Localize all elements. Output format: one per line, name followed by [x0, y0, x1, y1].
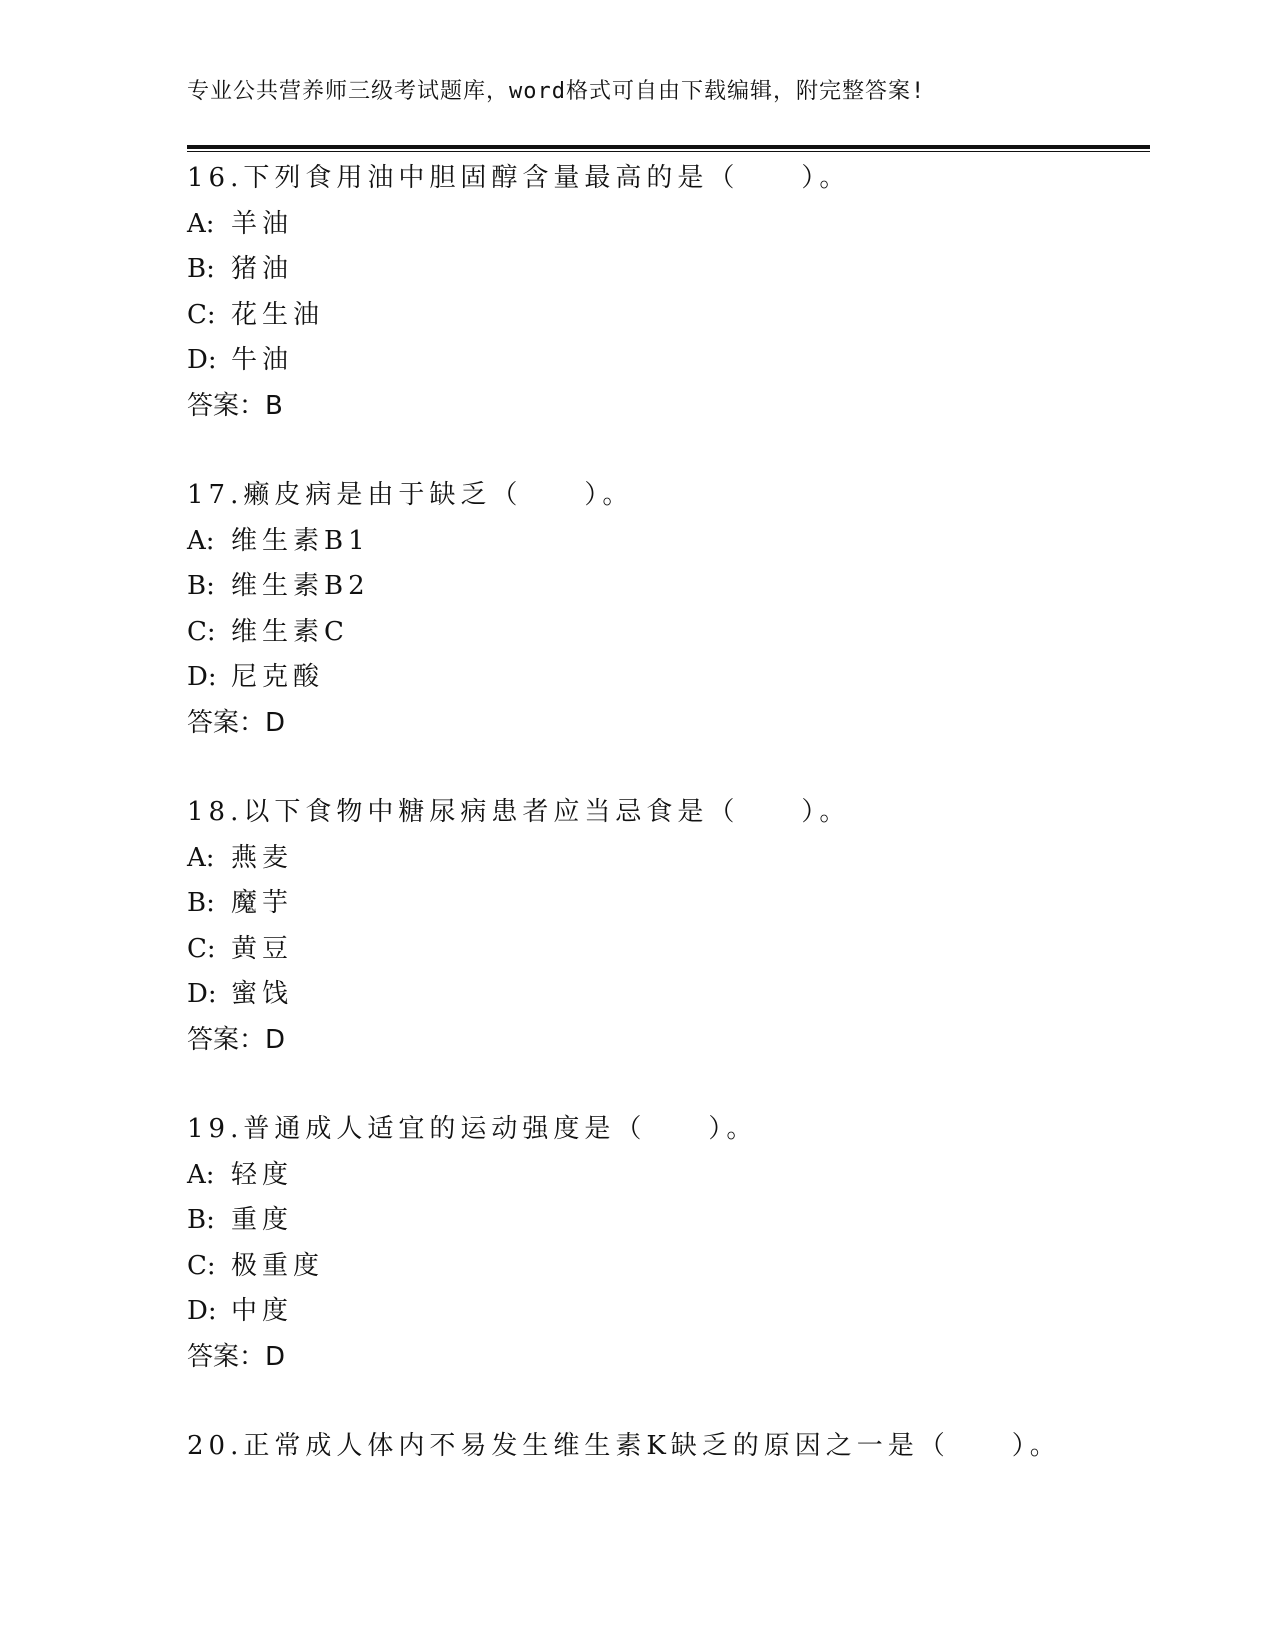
option-text: 重度 — [231, 1205, 294, 1235]
option-letter: D: — [187, 662, 217, 692]
option-d — [187, 655, 1187, 701]
question-19 — [187, 1107, 1187, 1380]
option-letter: B: — [187, 888, 215, 918]
option-text: 尼克酸 — [231, 662, 325, 692]
option-d — [187, 972, 1187, 1018]
option-letter: C: — [187, 299, 216, 330]
option-b — [187, 881, 1187, 927]
option-text: 维生素C — [231, 616, 349, 647]
answer: 答案：D — [187, 1024, 286, 1055]
option-a — [187, 836, 1187, 882]
option-a — [187, 1153, 1187, 1199]
option-letter: D: — [187, 979, 217, 1009]
question-stem: 20.正常成人体内不易发生维生素K缺乏的原因之一是（ ）。 — [187, 1431, 1061, 1461]
option-text: 燕麦 — [231, 842, 294, 873]
option-c — [187, 1244, 1187, 1290]
option-a — [187, 202, 1187, 248]
option-letter: C: — [187, 1250, 216, 1281]
option-d — [187, 1289, 1187, 1335]
option-letter: B: — [187, 571, 215, 601]
question-stem: 19.普通成人适宜的运动强度是（ ）。 — [187, 1114, 758, 1144]
option-letter: A: — [187, 842, 215, 873]
option-letter: C: — [187, 616, 216, 647]
option-text: 蜜饯 — [231, 979, 294, 1009]
question-20 — [187, 1424, 1187, 1470]
option-letter: A: — [187, 525, 215, 556]
option-d — [187, 338, 1187, 384]
option-b — [187, 247, 1187, 293]
option-b — [187, 564, 1187, 610]
option-c — [187, 610, 1187, 656]
option-text: 魔芋 — [231, 888, 294, 918]
option-letter: A: — [187, 208, 215, 239]
option-text: 维生素B2 — [231, 571, 370, 601]
answer: 答案：D — [187, 1341, 286, 1372]
header-rule-thin — [187, 151, 1150, 152]
option-text: 羊油 — [231, 208, 294, 239]
question-stem: 18.以下食物中糖尿病患者应当忌食是（ ）。 — [187, 797, 851, 827]
option-text: 花生油 — [231, 299, 325, 330]
option-text: 中度 — [231, 1296, 294, 1326]
option-a — [187, 519, 1187, 565]
header-rule-thick — [187, 145, 1150, 149]
option-text: 黄豆 — [231, 933, 294, 964]
option-letter: C: — [187, 933, 216, 964]
option-b — [187, 1198, 1187, 1244]
question-stem: 17.癞皮病是由于缺乏（ ）。 — [187, 480, 634, 510]
answer: 答案：D — [187, 707, 286, 738]
option-text: 极重度 — [231, 1250, 325, 1281]
option-text: 猪油 — [231, 254, 294, 284]
answer: 答案：B — [187, 390, 283, 421]
option-c — [187, 293, 1187, 339]
question-16 — [187, 156, 1187, 429]
option-text: 牛油 — [231, 345, 294, 375]
question-stem: 16.下列食用油中胆固醇含量最高的是（ ）。 — [187, 163, 851, 193]
option-letter: D: — [187, 345, 217, 375]
question-18 — [187, 790, 1187, 1063]
question-17 — [187, 473, 1187, 746]
option-letter: A: — [187, 1159, 215, 1190]
option-text: 轻度 — [231, 1159, 294, 1190]
option-text: 维生素B1 — [231, 525, 370, 556]
option-letter: D: — [187, 1296, 217, 1326]
page-header: 专业公共营养师三级考试题库，word格式可自由下载编辑，附完整答案! — [187, 79, 926, 104]
option-letter: B: — [187, 1205, 215, 1235]
option-c — [187, 927, 1187, 973]
option-letter: B: — [187, 254, 215, 284]
